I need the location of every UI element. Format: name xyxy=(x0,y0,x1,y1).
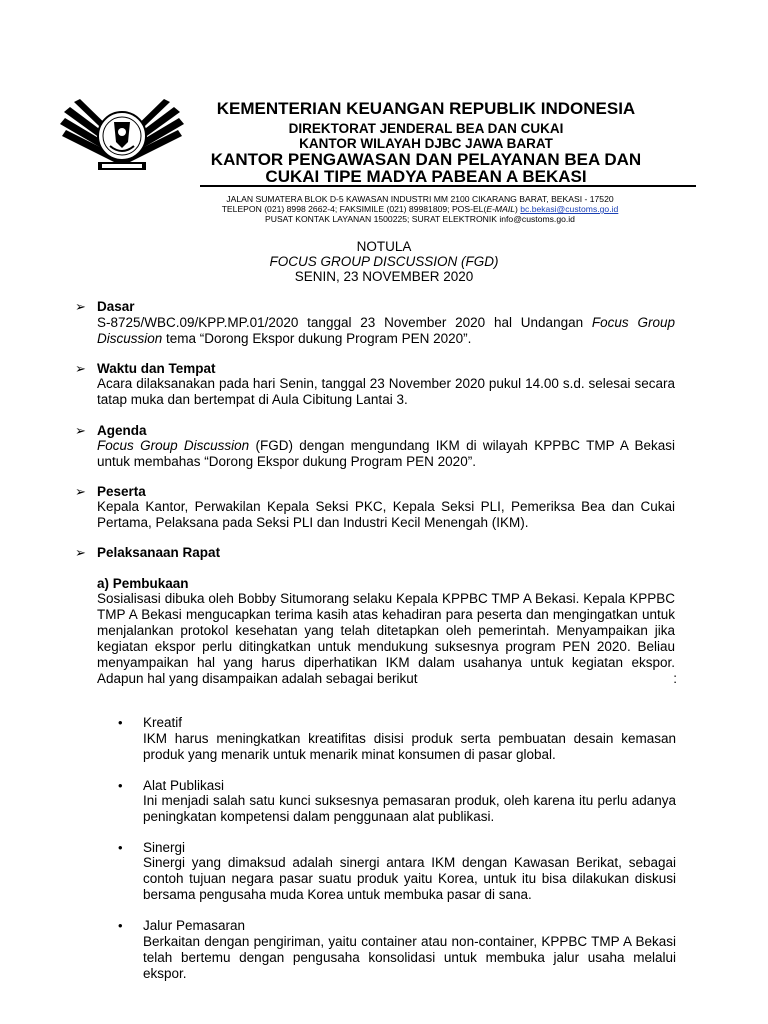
address-line: JALAN SUMATERA BLOK D-5 KAWASAN INDUSTRI MM 2100 CIKARANG BARAT, BEKASI - 17520 xyxy=(226,194,614,204)
arrow-bullet-icon: ➢ xyxy=(75,423,86,438)
list-item-title: Kreatif xyxy=(143,715,183,730)
section-heading-dasar: Dasar xyxy=(97,299,135,314)
subsection-heading-pembukaan: a) Pembukaan xyxy=(97,576,189,591)
letterhead-divider xyxy=(200,185,696,187)
section-text-waktu: Acara dilaksanakan pada hari Senin, tanggal 23 November 2020 pukul 14.00 s.d. selesai secara tatap muka dan bertempat di Aula Cibitung Lantai 3. xyxy=(97,376,675,407)
subsection-text-pembukaan: Sosialisasi dibuka oleh Bobby Situmorang selaku Kepala KPPBC TMP A Bekasi. Kepala KPPBC TMP A Bekasi mengucapkan terima kasih atas kehadiran para peserta dan mengingatkan untuk menjalankan protokol kesehatan yang telah ditetapkan oleh pemerintah. Menyampaikan jika kegiatan ekspor perlu ditingkatkan untuk mendukung suksesnya program PEN 2020. Beliau menyampaikan hal yang harus diperhatikan IKM dalam usahanya untuk kegiatan ekspor. Adapun hal yang disampaikan adalah sebagai berikut : xyxy=(97,591,677,686)
bullet-dot-icon: • xyxy=(118,778,123,793)
letterhead-ministry: KEMENTERIAN KEUANGAN REPUBLIK INDONESIA xyxy=(216,99,636,118)
list-item-text: Berkaitan dengan pengiriman, yaitu container atau non-container, KPPBC TMP A Bekasi telah bertemu dengan pengusaha konsolidasi untuk membuka jalur usaha melalui ekspor. xyxy=(143,934,676,981)
garuda-emblem-icon xyxy=(52,96,192,176)
bullet-dot-icon: • xyxy=(118,918,123,933)
arrow-bullet-icon: ➢ xyxy=(75,484,86,499)
section-text-agenda: Focus Group Discussion (FGD) dengan mengundang IKM di wilayah KPPBC TMP A Bekasi untuk membahas “Dorong Ekspor dukung Program PEN 2020”. xyxy=(97,438,676,469)
letterhead-directorate: DIREKTORAT JENDERAL BEA DAN CUKAI xyxy=(288,121,564,136)
section-heading-agenda: Agenda xyxy=(97,423,147,438)
letterhead-regional-office: KANTOR WILAYAH DJBC JAWA BARAT xyxy=(299,136,553,151)
section-text-dasar: S-8725/WBC.09/KPP.MP.01/2020 tanggal 23 November 2020 hal Undangan Focus Group Discussion tema “Dorong Ekspor dukung Program PEN 2020”. xyxy=(97,315,675,346)
list-item-text: Ini menjadi salah satu kunci suksesnya pemasaran produk, oleh karena itu perlu adanya peningkatan kompetensi dalam penggunaan alat publikasi. xyxy=(143,793,676,824)
list-item-text: IKM harus meningkatkan kreatifitas disisi produk serta pembuatan desain kemasan produk yang menarik untuk menarik minat konsumen di pasar global. xyxy=(143,731,676,762)
document-date: SENIN, 23 NOVEMBER 2020 xyxy=(294,269,474,284)
arrow-bullet-icon: ➢ xyxy=(75,361,86,376)
email-link[interactable]: bc.bekasi@customs.go.id xyxy=(520,204,619,214)
document-title: NOTULA xyxy=(356,239,412,254)
list-item-title: Jalur Pemasaran xyxy=(143,918,246,933)
contact-center-line: PUSAT KONTAK LAYANAN 1500225; SURAT ELEKTRONIK info@customs.go.id xyxy=(265,214,575,224)
list-item-title: Sinergi xyxy=(143,840,186,855)
section-heading-peserta: Peserta xyxy=(97,484,146,499)
arrow-bullet-icon: ➢ xyxy=(75,545,86,560)
section-heading-waktu: Waktu dan Tempat xyxy=(97,361,216,376)
list-item-text: Sinergi yang dimaksud adalah sinergi antara IKM dengan Kawasan Berikat, sebagai contoh tujuan negara pasar suatu produk yaitu Korea, untuk itu bisa dilakukan diskusi bersama pengusaha muda Korea untuk membuka pasar di sana. xyxy=(143,855,676,902)
section-text-peserta: Kepala Kantor, Perwakilan Kepala Seksi PKC, Kepala Seksi PLI, Pemeriksa Bea dan Cukai Pertama, Pelaksana pada Seksi PLI dan Industri Kecil Menengah (IKM). xyxy=(97,499,675,530)
section-heading-pelaksanaan: Pelaksanaan Rapat xyxy=(97,545,221,560)
bullet-dot-icon: • xyxy=(118,840,123,855)
contact-line: TELEPON (021) 8998 2662-4; FAKSIMILE (021) 89981809; POS-EL(E-MAIL) bc.bekasi@customs.go.id xyxy=(221,204,619,214)
document-subtitle: FOCUS GROUP DISCUSSION (FGD) xyxy=(269,254,499,269)
arrow-bullet-icon: ➢ xyxy=(75,299,86,314)
letterhead-office-line1: KANTOR PENGAWASAN DAN PELAYANAN BEA DAN xyxy=(210,150,642,169)
bullet-dot-icon: • xyxy=(118,715,123,730)
letterhead-office-line2: CUKAI TIPE MADYA PABEAN A BEKASI xyxy=(265,167,587,186)
list-item-title: Alat Publikasi xyxy=(143,778,225,793)
